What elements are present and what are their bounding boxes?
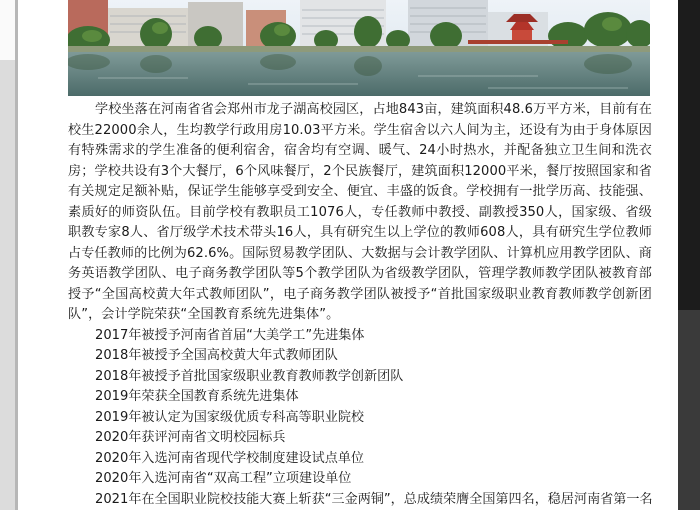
page-left-margin — [0, 0, 18, 510]
milestone-item: 2021年在全国职业院校技能大赛上斩获“三金两铜”，总成绩荣膺全国第四名，稳居河南省第一名 — [95, 491, 653, 507]
milestone-list — [68, 326, 652, 510]
campus-lake-photo — [68, 0, 650, 96]
milestone-item: 2018年被授予首批国家级职业教育教师教学创新团队 — [95, 368, 404, 384]
milestone-item: 2019年荣获全国教育系统先进集体 — [95, 389, 299, 404]
page-right-edge-lower — [678, 310, 700, 510]
milestone-item: 2017年被授予河南省首届“大美学工”先进集体 — [95, 327, 365, 343]
milestone-item: 2020年入选河南省“双高工程”立项建设单位 — [95, 471, 352, 486]
milestone-item: 2018年被授予全国高校黄大年式教师团队 — [95, 348, 338, 363]
shore — [68, 46, 650, 52]
intro-paragraph: 学校坐落在河南省省会郑州市龙子湖高校园区，占地843亩，建筑面积48.6万平方米，目前有在校生22000余人，生均教学行政用房10.03平方米。学生宿舍以六人间为主，还设有为由于身体原因有特殊需求的学生准备的便利宿舍，宿舍均有空调、暖气、24小时热水，并配备独立卫生间和洗衣房；学校共设有3个大餐厅，6个风味餐厅，2个民族餐厅，建筑面积12000平米，餐厅按照国家和省有关规定足额补贴，保证学生能够享受到安全、便宜、丰盛的饭食。学校拥有一批学历高、技能强、素质好的师资队伍。目前学校有教职员工1076人，专任教师中教授、副教授350人，国家级、省级职教专家8人、省厅级学术技术带头16人，具有研究生以上学位的教师608人，具有研究生学位教师占专任教师的比例为62.6%。国际贸易教学团队、大数据与会计教学团队、计算机应用教学团队、商务英语教学团队、电子商务教学团队等5个教学团队为省级教学团队，管理学教师教学团队被教育部授予“全国高校黄大年式教师团队”，电子商务教学团队被授予“首批国家级职业教育教师教学创新团队”，会计学院荣获“全国教育系统先进集体”。 — [68, 102, 652, 322]
milestone-item: 2020年入选河南省现代学校制度建设试点单位 — [95, 450, 365, 466]
milestone-item: 2019年被认定为国家级优质专科高等职业院校 — [95, 409, 365, 425]
campus-lake-photo-illustration — [68, 0, 650, 96]
page-left-edge — [15, 0, 18, 510]
page-right-edge — [678, 0, 700, 510]
school-introduction — [68, 100, 652, 510]
milestone-item: 2020年获评河南省文明校园标兵 — [95, 430, 286, 445]
